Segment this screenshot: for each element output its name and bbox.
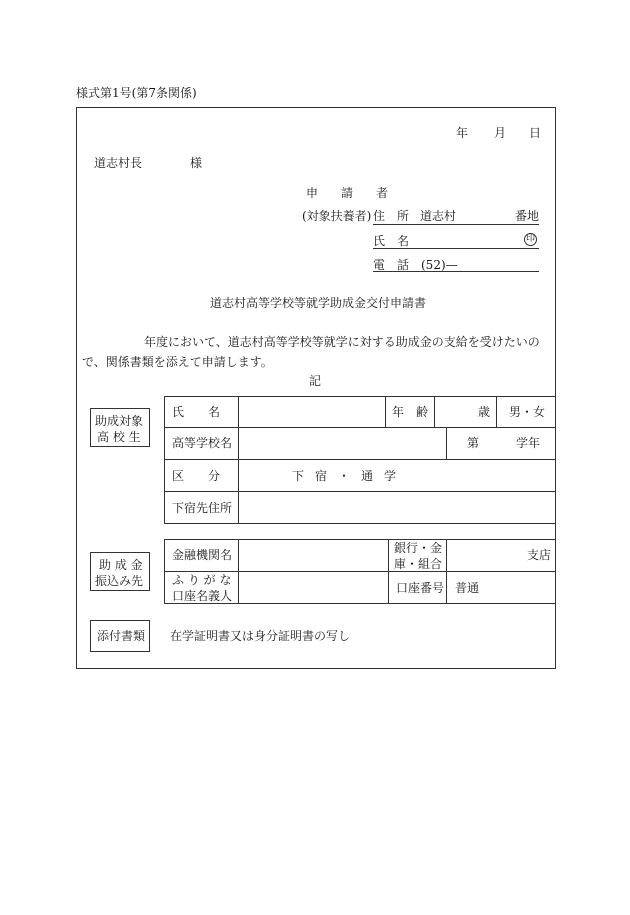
grade-prefix: 第 — [467, 436, 480, 450]
school-label: 高等学校名 — [172, 436, 233, 450]
applicant-title: 申 請 者 — [306, 186, 398, 200]
age-unit: 歳 — [478, 405, 491, 419]
ki-label: 記 — [309, 374, 322, 388]
phone-label: 電 話 — [373, 258, 410, 272]
lodging-label: 下宿先住所 — [172, 501, 233, 515]
name-underline — [373, 248, 539, 249]
institution-label: 金融機関名 — [172, 548, 233, 562]
form-number: 様式第1号(第7条関係) — [76, 86, 197, 100]
addressee-honorific: 様 — [190, 156, 203, 170]
body-line-2: で、関係書類を添えて申請します。 — [82, 355, 273, 369]
body-line-1: 年度において、道志村高等学校等就学に対する助成金の支給を受けたいの — [144, 335, 540, 349]
age-label: 年 齢 — [392, 405, 429, 419]
date-month: 月 — [494, 126, 507, 140]
branch-label: 支店 — [527, 548, 552, 562]
student-name-label: 氏 名 — [172, 405, 221, 419]
account-no-label: 口座番号 — [396, 581, 445, 595]
attachment-label: 添付書類 — [97, 629, 146, 643]
gender-options: 男・女 — [509, 405, 546, 419]
category-value: 下 宿 ・ 通 学 — [292, 469, 400, 483]
category-label: 区 分 — [172, 469, 221, 483]
bank-section-label: 助 成 金 振込み先 — [90, 552, 150, 591]
date-year: 年 — [456, 126, 469, 140]
name-label: 氏 名 — [373, 234, 410, 248]
date-day: 日 — [529, 126, 542, 140]
holder-label: 口座名義人 — [172, 589, 233, 603]
document-title: 道志村高等学校等就学助成金交付申請書 — [210, 296, 427, 310]
bank-types-line-2: 庫・組合 — [394, 557, 443, 571]
address-value: 道志村 — [420, 209, 457, 223]
bank-types-line-1: 銀行・金 — [394, 541, 443, 555]
phone-value: (52)— — [421, 258, 458, 272]
address-label: 住 所 — [373, 209, 410, 223]
grade-suffix: 学年 — [516, 436, 541, 450]
address-suffix: 番地 — [515, 209, 540, 223]
attachment-value: 在学証明書又は身分証明書の写し — [170, 629, 351, 643]
seal-mark: 印 — [525, 234, 535, 244]
applicant-role: (対象扶養者) — [302, 209, 372, 223]
addressee-name: 道志村長 — [94, 156, 143, 170]
account-type: 普通 — [455, 581, 480, 595]
student-section-label: 助成対象 高 校 生 — [90, 408, 150, 447]
attachment-label-box — [90, 620, 150, 652]
furigana-label: ふ り が な — [172, 573, 232, 587]
phone-underline — [373, 271, 539, 272]
address-underline — [373, 224, 539, 225]
